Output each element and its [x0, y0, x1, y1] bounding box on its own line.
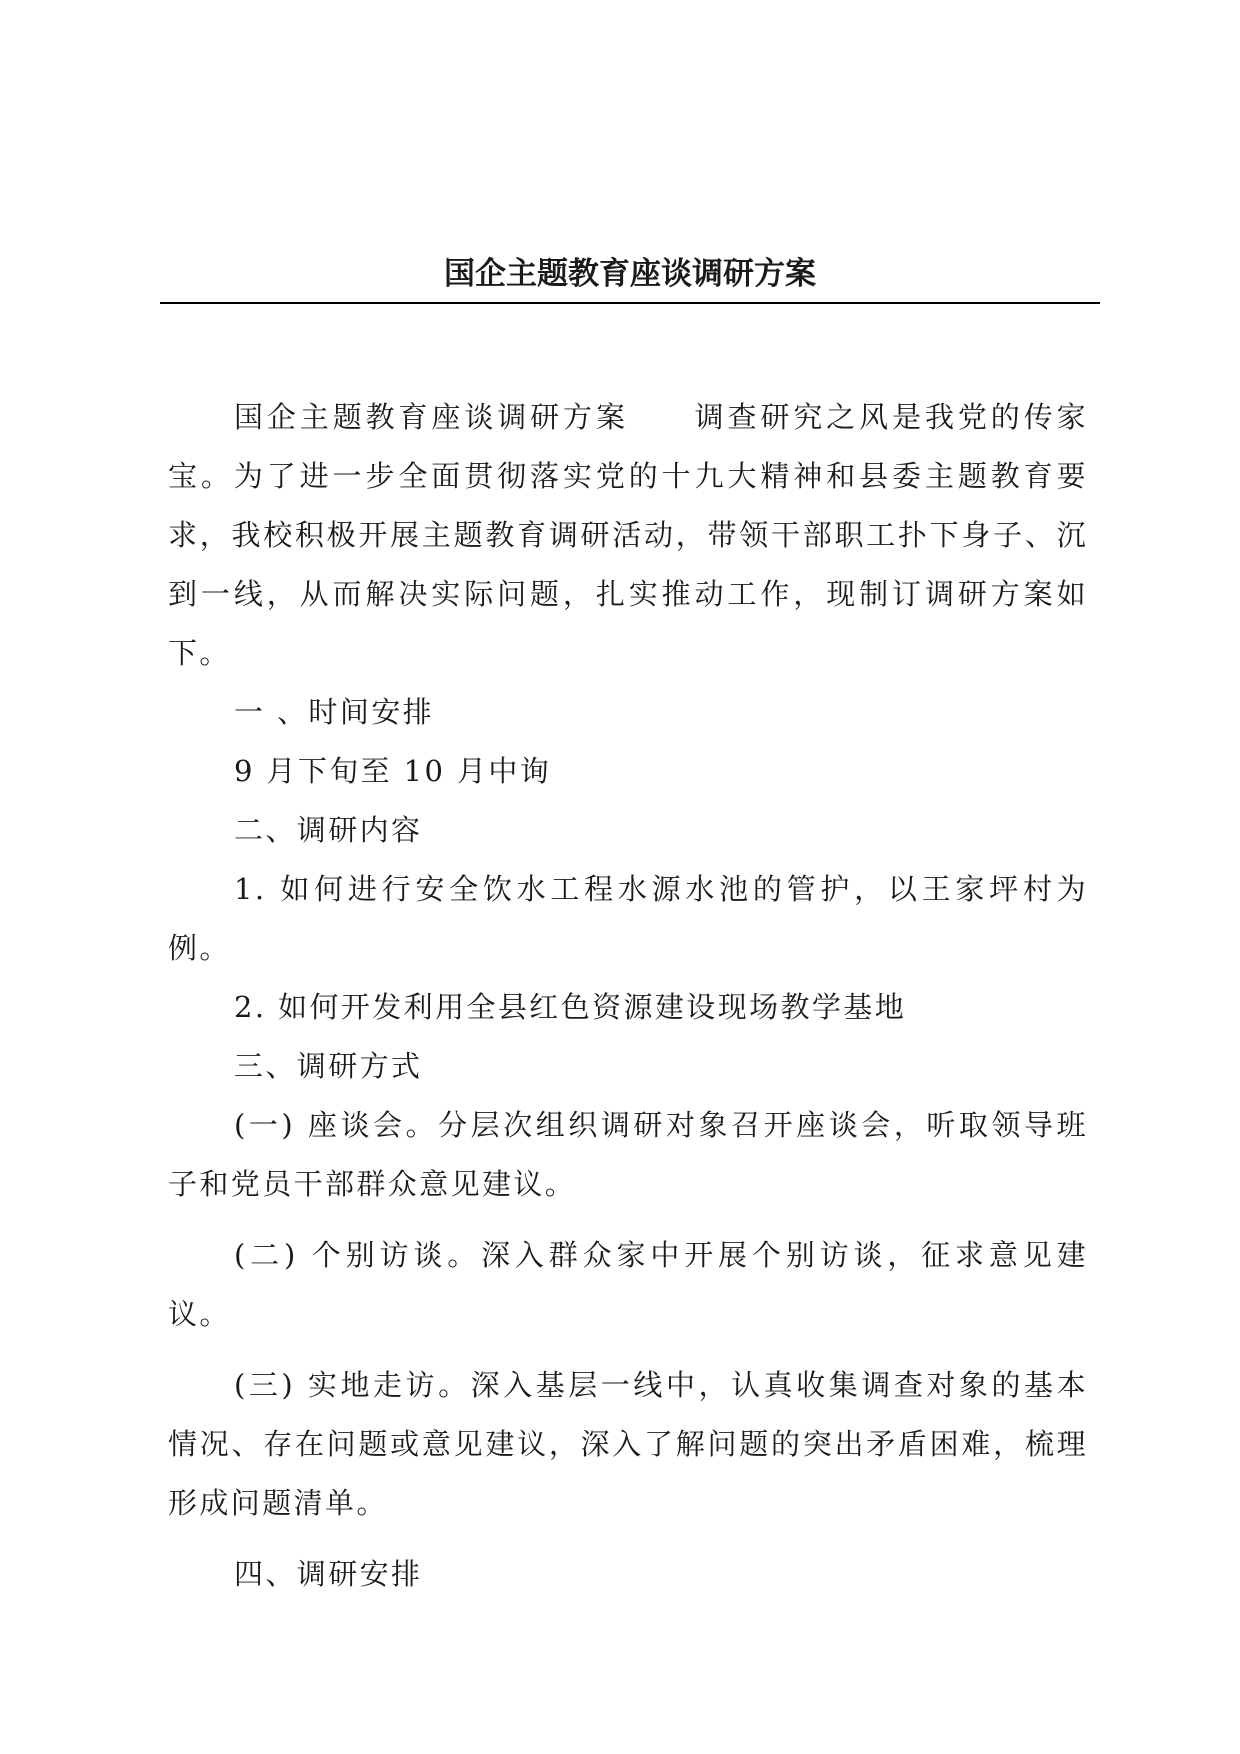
content-item-2: 2. 如何开发利用全县红色资源建设现场教学基地 — [234, 990, 907, 1024]
section-heading-time: 一 、时间安排 — [234, 695, 435, 729]
section-heading-arrangement: 四、调研安排 — [234, 1557, 423, 1591]
document-title: 国企主题教育座谈调研方案 — [444, 256, 816, 292]
method-item-3: (三) 实地走访。深入基层一线中，认真收集调查对象的基本情况、存在问题或意见建议，深入了解问题的突出矛盾困难，梳理形成问题清单。 — [168, 1368, 1088, 1520]
content-item-1: 1. 如何进行安全饮水工程水源水池的管护，以王家坪村为例。 — [168, 872, 1088, 965]
section-heading-method: 三、调研方式 — [234, 1049, 423, 1083]
method-item-1: (一) 座谈会。分层次组织调研对象召开座谈会，听取领导班子和党员干部群众意见建议。 — [168, 1108, 1088, 1201]
intro-paragraph: 国企主题教育座谈调研方案 调查研究之风是我党的传家宝。为了进一步全面贯彻落实党的十九大精神和县委主题教育要求，我校积极开展主题教育调研活动，带领干部职工扑下身子、沉到一线，从而解决实际问题，扎实推动工作，现制订调研方案如下。 — [168, 400, 1088, 670]
title-underline — [160, 302, 1100, 304]
section-heading-content: 二、调研内容 — [234, 813, 423, 847]
time-detail: 9 月下旬至 10 月中询 — [234, 754, 552, 788]
document-body — [168, 388, 1088, 1604]
method-item-2: (二) 个别访谈。深入群众家中开展个别访谈，征求意见建议。 — [168, 1238, 1088, 1331]
